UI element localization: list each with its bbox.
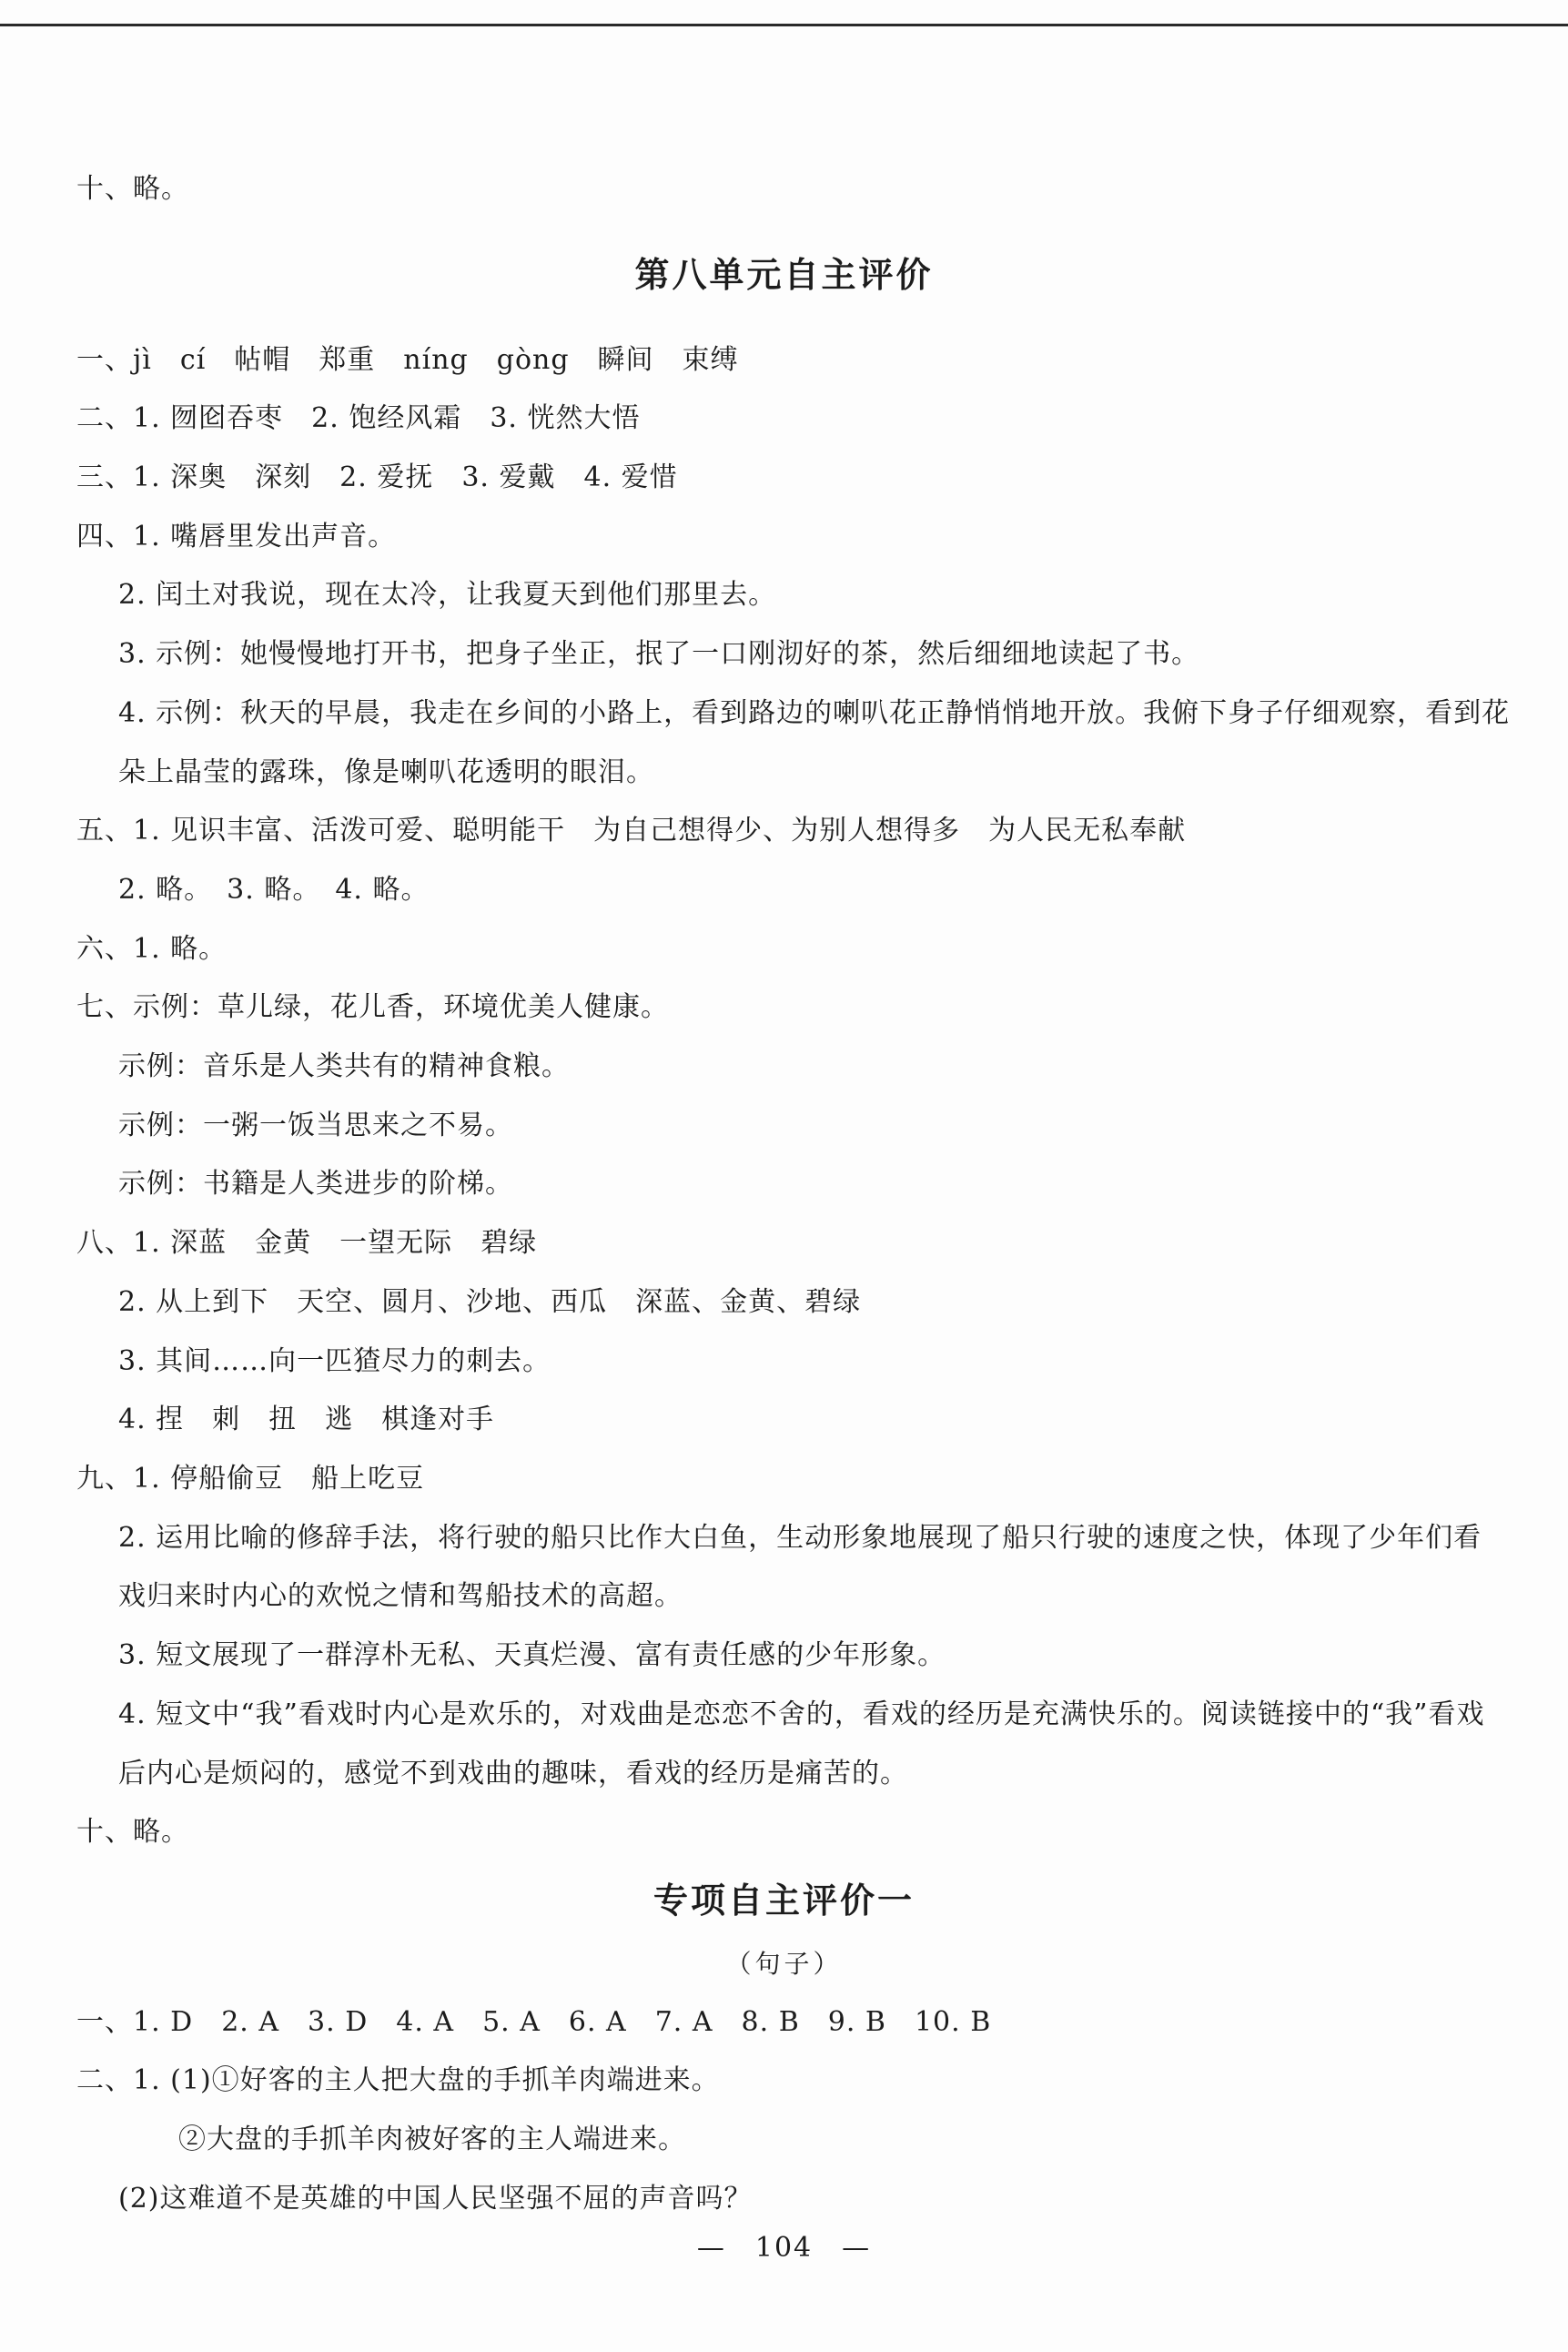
- answer-line: 2. 略。 3. 略。 4. 略。: [118, 874, 430, 906]
- section-title-special1: 专项自主评价一: [652, 1881, 915, 1921]
- answer-line: 五、1. 见识丰富、活泼可爱、聪明能干 为自己想得少、为别人想得多 为人民无私奉献: [76, 815, 1187, 847]
- answer-line: 四、1. 嘴唇里发出声音。: [76, 521, 397, 553]
- answer-line: 示例：音乐是人类共有的精神食粮。: [118, 1050, 570, 1082]
- answer-line: 二、1. 囫囵吞枣 2. 饱经风霜 3. 恍然大悟: [76, 402, 641, 434]
- answer-line: 戏归来时内心的欢悦之情和驾船技术的高超。: [118, 1580, 683, 1612]
- answer-line: 2. 运用比喻的修辞手法，将行驶的船只比作大白鱼，生动形象地展现了船只行驶的速度之快，体现了少年们看: [118, 1522, 1482, 1554]
- answer-line: 4. 示例：秋天的早晨，我走在乡间的小路上，看到路边的喇叭花正静悄悄地开放。我俯下身子仔细观察，看到花: [118, 697, 1511, 729]
- answer-line: 一、1. D 2. A 3. D 4. A 5. A 6. A 7. A 8. B 9. B 10. B: [76, 2006, 992, 2038]
- page-number: — 104 —: [696, 2232, 872, 2264]
- answer-line: 3. 其间……向一匹猹尽力的刺去。: [118, 1345, 551, 1377]
- answer-line: 二、1. (1)①好客的主人把大盘的手抓羊肉端进来。: [76, 2064, 720, 2096]
- section-title-unit8: 第八单元自主评价: [634, 255, 934, 295]
- answer-line: 4. 短文中“我”看戏时内心是欢乐的，对戏曲是恋恋不舍的，看戏的经历是充满快乐的。阅读链接中的“我”看戏: [118, 1698, 1485, 1730]
- answer-line: 4. 捏 刺 扭 逃 棋逢对手: [118, 1404, 495, 1435]
- answer-line: 3. 短文展现了一群淳朴无私、天真烂漫、富有责任感的少年形象。: [118, 1639, 946, 1671]
- answer-line: 朵上晶莹的露珠，像是喇叭花透明的眼泪。: [118, 756, 654, 788]
- answer-line: 2. 闰土对我说，现在太冷，让我夏天到他们那里去。: [118, 579, 777, 611]
- answer-line: 示例：一粥一饭当思来之不易。: [118, 1110, 513, 1141]
- answer-line: ②大盘的手抓羊肉被好客的主人端进来。: [178, 2124, 686, 2155]
- answer-line: 十、略。: [76, 1816, 189, 1848]
- answer-line: 3. 示例：她慢慢地打开书，把身子坐正，抿了一口刚沏好的茶，然后细细地读起了书。: [118, 638, 1200, 670]
- answer-line: (2)这难道不是英雄的中国人民坚强不屈的声音吗？: [118, 2183, 753, 2215]
- answer-line: 九、1. 停船偷豆 船上吃豆: [76, 1463, 425, 1495]
- answer-line: 示例：书籍是人类进步的阶梯。: [118, 1168, 513, 1200]
- answer-line: 三、1. 深奥 深刻 2. 爱抚 3. 爱戴 4. 爱惜: [76, 461, 678, 493]
- answer-line: 六、1. 略。: [76, 933, 228, 965]
- answer-line: 八、1. 深蓝 金黄 一望无际 碧绿: [76, 1227, 538, 1259]
- answer-line: 2. 从上到下 天空、圆月、沙地、西瓜 深蓝、金黄、碧绿: [118, 1286, 862, 1318]
- answer-line-prev-ten: 十、略。: [76, 173, 189, 205]
- answer-line: 一、jì cí 帖帽 郑重 níng gòng 瞬间 束缚: [76, 344, 739, 376]
- answer-line: 后内心是烦闷的，感觉不到戏曲的趣味，看戏的经历是痛苦的。: [118, 1758, 908, 1789]
- section-subtitle: （句子）: [725, 1949, 843, 1979]
- answer-line: 七、示例：草儿绿，花儿香，环境优美人健康。: [76, 991, 669, 1023]
